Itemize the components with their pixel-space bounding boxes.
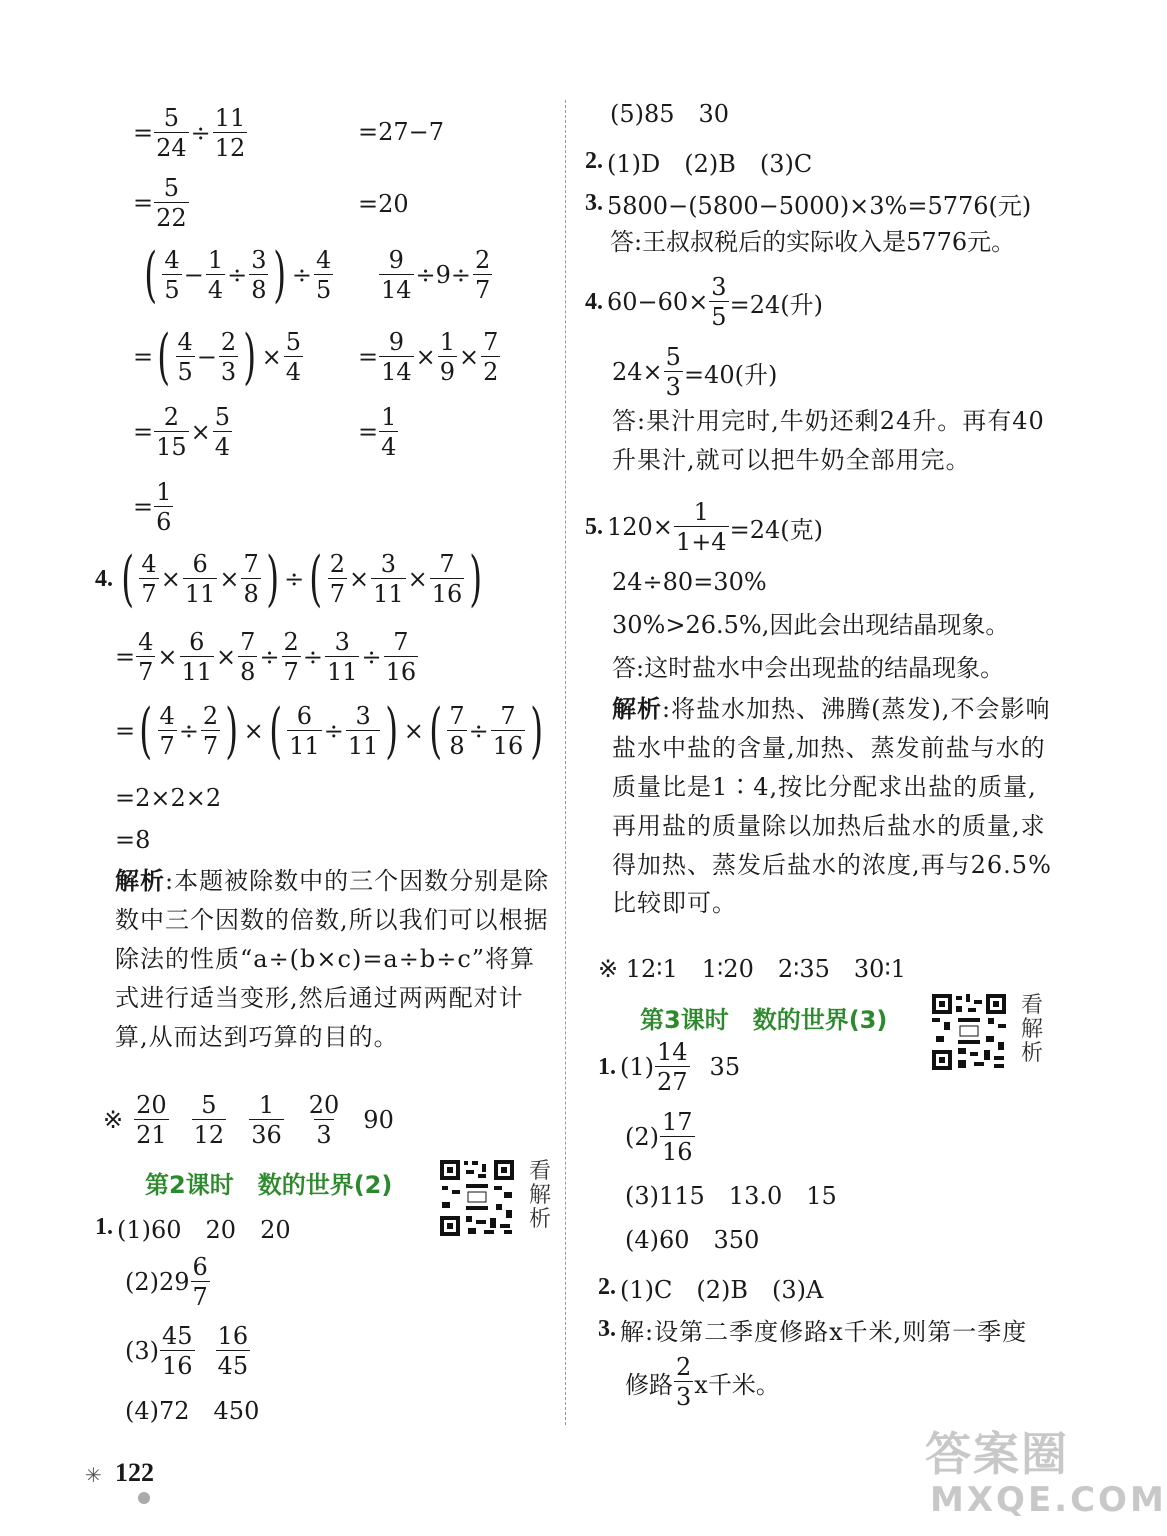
answer-text: (1)C (2)B (3)A: [620, 1276, 824, 1304]
operator: ×: [348, 565, 370, 593]
operator: ×: [160, 565, 181, 593]
analysis-label: 解析: [612, 694, 662, 723]
question-number: 1.: [598, 1053, 616, 1080]
calc-line: =2×2×2: [115, 784, 222, 812]
answer-line: [585, 500, 823, 554]
question-number: 2.: [585, 148, 603, 174]
calc-line: [358, 330, 501, 384]
fraction: $\frac{7}{16}$: [385, 628, 417, 686]
answer-line: (4)72 450: [125, 1397, 260, 1425]
calc-line: =20: [358, 190, 409, 218]
answer-line: [625, 1110, 696, 1164]
operator: ÷: [259, 643, 280, 671]
calc-line: =8: [115, 826, 151, 854]
fraction: $\frac{4}{7}$: [141, 550, 157, 608]
right-paren: ): [273, 240, 287, 310]
fraction: $\frac{9}{14}$: [381, 246, 412, 304]
fraction: 5 12: [193, 1091, 225, 1149]
question-number: 3.: [585, 190, 603, 216]
answer-line: 30%>26.5%,因此会出现结晶现象。: [612, 611, 1010, 639]
left-paren: (: [157, 322, 171, 392]
fraction: $\frac{6}{11}$: [181, 628, 213, 686]
question-number: 5.: [585, 513, 603, 540]
answer-text: (1)60 20 20: [117, 1216, 291, 1244]
question-number: 2.: [598, 1274, 616, 1300]
section-title: 第3课时 数的世界(3): [640, 1006, 888, 1034]
fraction: $\frac{5}{24}$: [156, 104, 187, 162]
operator: ×: [216, 643, 237, 671]
reference-mark: ※: [103, 1106, 124, 1134]
fraction: 17 16: [662, 1108, 693, 1166]
equals-sign: =: [358, 418, 379, 446]
answer-text: 60−60×: [607, 288, 709, 316]
question-4-line: [95, 544, 487, 614]
left-paren: (: [121, 544, 135, 614]
fraction: 16 45: [217, 1322, 249, 1380]
calc-line: [115, 696, 548, 766]
answer-text: 24×: [612, 358, 663, 386]
fraction: $\frac{4}{7}$: [159, 702, 175, 760]
page-number: 122: [115, 1458, 154, 1487]
fraction: 6 7: [192, 1253, 208, 1311]
right-paren: ): [225, 696, 239, 766]
page-star-icon: ✳: [85, 1463, 102, 1487]
answer-text: =24(升): [729, 290, 823, 319]
analysis-label: 解析: [115, 866, 165, 895]
qr-caption: 看解析: [1020, 993, 1043, 1067]
watermark-url: MXQE.COM: [930, 1480, 1167, 1520]
answer-line: [598, 1040, 740, 1094]
calc-line: =27−7: [358, 118, 445, 146]
fraction: $\frac{1}{9}$: [439, 328, 456, 386]
left-paren: (: [139, 696, 153, 766]
calc-line: [133, 405, 233, 459]
fraction: $\frac{2}{3}$: [220, 328, 237, 386]
equals-sign: =: [133, 189, 154, 217]
answer-line: 24÷80=30%: [612, 568, 767, 596]
equals-sign: =: [133, 493, 154, 521]
answer-statement: 答:王叔叔税后的实际收入是5776元。: [610, 228, 1016, 256]
answer-text: =40(升): [683, 360, 778, 389]
fraction: $\frac{1}{4}$: [381, 403, 397, 461]
answer-line: (3)115 13.0 15: [625, 1182, 837, 1210]
qr-caption: 看解析: [528, 1159, 551, 1233]
answer-line: [598, 1270, 823, 1305]
operator: ×: [403, 717, 424, 745]
operator: ÷: [302, 643, 323, 671]
operator: ×: [219, 565, 240, 593]
answer-line: [125, 1255, 211, 1309]
fraction: $\frac{5}{4}$: [214, 403, 231, 461]
calc-line: [133, 322, 304, 392]
answer-text: (2)29: [125, 1268, 190, 1296]
operator: ÷: [178, 717, 199, 745]
calc-line: [378, 248, 493, 302]
right-paren: ): [385, 696, 399, 766]
operator: ÷: [361, 643, 382, 671]
answer-line: (5)85 30: [610, 100, 730, 128]
answer-line: [125, 1324, 251, 1378]
equals-sign: =: [358, 343, 379, 371]
answer-value: 90: [363, 1106, 394, 1134]
analysis-text: :将盐水加热、沸腾(蒸发),不会影响盐水中盐的含量,加热、蒸发前盐与水的质量比是1∶4,按比分配求出盐的质量,再用盐的质量除以加热后盐水的质量,求得加热、蒸发后盐水的浓度,再与26.5%比较即可。: [612, 695, 1052, 918]
fraction: $\frac{4}{7}$: [138, 628, 154, 686]
operator: ÷: [291, 261, 313, 289]
question-number: 1.: [95, 1214, 113, 1240]
fraction: 20 21: [136, 1091, 167, 1149]
answer-text: 120×: [607, 513, 673, 541]
operator: −: [183, 261, 204, 289]
right-paren: ): [530, 696, 544, 766]
left-paren: (: [429, 696, 443, 766]
left-paren: (: [269, 696, 282, 766]
operator: ×: [261, 343, 282, 371]
answer-statement: 答:这时盐水中会出现盐的结晶现象。: [612, 654, 1005, 682]
fraction: $\frac{7}{8}$: [240, 628, 256, 686]
answer-line: [598, 1312, 1027, 1347]
right-paren: ): [469, 544, 483, 614]
left-paren: (: [144, 240, 158, 310]
operator: ÷: [190, 119, 211, 147]
operator: ×: [459, 343, 480, 371]
answer-line: [585, 186, 1031, 221]
question-number: 3.: [598, 1316, 616, 1342]
fraction: 14 27: [657, 1038, 688, 1096]
fraction: 1 36: [251, 1091, 282, 1149]
operator: ÷: [284, 565, 305, 593]
fraction: $\frac{1}{6}$: [156, 478, 172, 536]
answer-text: =24(克): [729, 515, 823, 544]
answer-text: (2): [625, 1123, 659, 1151]
answer-text: (3): [125, 1337, 159, 1365]
right-paren: ): [243, 322, 257, 392]
answer-text: x千米。: [694, 1370, 780, 1399]
fraction: $\frac{3}{11}$: [326, 628, 358, 686]
fraction: $\frac{7}{2}$: [483, 328, 499, 386]
answer-text: 35: [709, 1053, 741, 1081]
fraction: 20 3: [308, 1091, 340, 1149]
fraction: $\frac{2}{7}$: [329, 550, 345, 608]
calc-line: [133, 176, 190, 230]
fraction: 4 5: [164, 246, 180, 304]
fraction: $\frac{4}{5}$: [316, 246, 332, 304]
question-number: 4.: [95, 565, 113, 592]
calc-line: [358, 405, 399, 459]
fraction: $\frac{7}{8}$: [243, 550, 259, 608]
answer-text: 修路: [625, 1370, 673, 1399]
fraction: $\frac{1}{1+4}$: [675, 498, 727, 556]
answer-line: [585, 144, 812, 179]
answer-line: [625, 1355, 780, 1409]
calc-line: [140, 240, 334, 310]
fraction: $\frac{3}{8}$: [251, 246, 267, 304]
qr-code-icon[interactable]: [930, 992, 1008, 1072]
equals-sign: =: [115, 717, 136, 745]
question-number: 4.: [585, 288, 603, 315]
analysis-paragraph: [612, 690, 1052, 923]
equals-sign: =: [133, 119, 154, 147]
fraction: $\frac{7}{16}$: [431, 550, 463, 608]
fraction: $\frac{5}{22}$: [156, 174, 187, 232]
fraction: $\frac{3}{11}$: [347, 702, 379, 760]
calc-line: [133, 480, 174, 534]
fraction: $\frac{6}{11}$: [289, 702, 320, 760]
answer-line: (4)60 350: [625, 1226, 760, 1254]
right-paren: ): [266, 544, 279, 614]
operator: ×: [157, 643, 178, 671]
operator: ×: [190, 418, 211, 446]
operator: ×: [243, 717, 264, 745]
section-title: 第2课时 数的世界(2): [145, 1171, 393, 1199]
answer-text: 解:设第二季度修路x千米,则第一季度: [620, 1318, 1028, 1346]
fraction: $\frac{9}{14}$: [381, 328, 412, 386]
answer-statement: 答:果汁用完时,牛奶还剩24升。再有40升果汁,就可以把牛奶全部用完。: [612, 407, 1045, 474]
operator: ÷: [468, 717, 489, 745]
answer-text: (1)D (2)B (3)C: [607, 150, 813, 178]
operator: ÷9÷: [415, 261, 472, 289]
answer-line: [612, 345, 777, 399]
fraction: $\frac{7}{8}$: [449, 702, 465, 760]
fraction: $\frac{2}{7}$: [283, 628, 299, 686]
fraction: $\frac{3}{5}$: [711, 273, 727, 331]
analysis-paragraph: [115, 862, 555, 1056]
extra-answers: ※ 12∶1 1∶20 2∶35 30∶1: [598, 955, 906, 983]
watermark-logo: 答案圈: [925, 1427, 1069, 1481]
equals-sign: =: [133, 343, 154, 371]
calc-line: [133, 106, 248, 160]
fraction: $\frac{11}{12}$: [214, 104, 246, 162]
fraction: 45 16: [162, 1322, 193, 1380]
answer-line: [585, 275, 823, 329]
fraction: $\frac{7}{16}$: [492, 702, 524, 760]
fraction: $\frac{2}{7}$: [202, 702, 219, 760]
calc-line: [115, 630, 419, 684]
fraction: $\frac{1}{4}$: [207, 246, 224, 304]
fraction: 4 5: [177, 328, 193, 386]
analysis-text: :本题被除数中的三个因数分别是除数中三个因数的倍数,所以我们可以根据除法的性质“a÷(b×c)=a÷b÷c”将算式进行适当变形,然后通过两两配对计算,从而达到巧算的目的。: [115, 867, 550, 1051]
fraction: $\frac{5}{3}$: [665, 343, 681, 401]
operator: ×: [415, 343, 436, 371]
operator: ÷: [323, 717, 344, 745]
left-paren: (: [309, 544, 323, 614]
fraction: $\frac{2}{15}$: [156, 403, 187, 461]
operator: ×: [407, 565, 428, 593]
qr-code-icon[interactable]: [438, 1158, 516, 1238]
fraction: $\frac{6}{11}$: [184, 550, 216, 608]
column-divider: [565, 100, 566, 1425]
fraction: $\frac{3}{11}$: [373, 550, 404, 608]
answer-line: [95, 1210, 291, 1245]
fraction: $\frac{2}{7}$: [475, 246, 491, 304]
fraction: 2 3: [676, 1353, 692, 1411]
equals-sign: =: [133, 418, 154, 446]
extra-answers: [103, 1093, 394, 1147]
page-dot-icon: [138, 1492, 150, 1504]
fraction: $\frac{5}{4}$: [285, 328, 302, 386]
answer-text: 5800−(5800−5000)×3%=5776(元): [607, 192, 1032, 220]
answer-text: (1): [620, 1053, 654, 1081]
equals-sign: =: [115, 643, 136, 671]
operator: ÷: [227, 261, 248, 289]
operator: −: [196, 343, 217, 371]
